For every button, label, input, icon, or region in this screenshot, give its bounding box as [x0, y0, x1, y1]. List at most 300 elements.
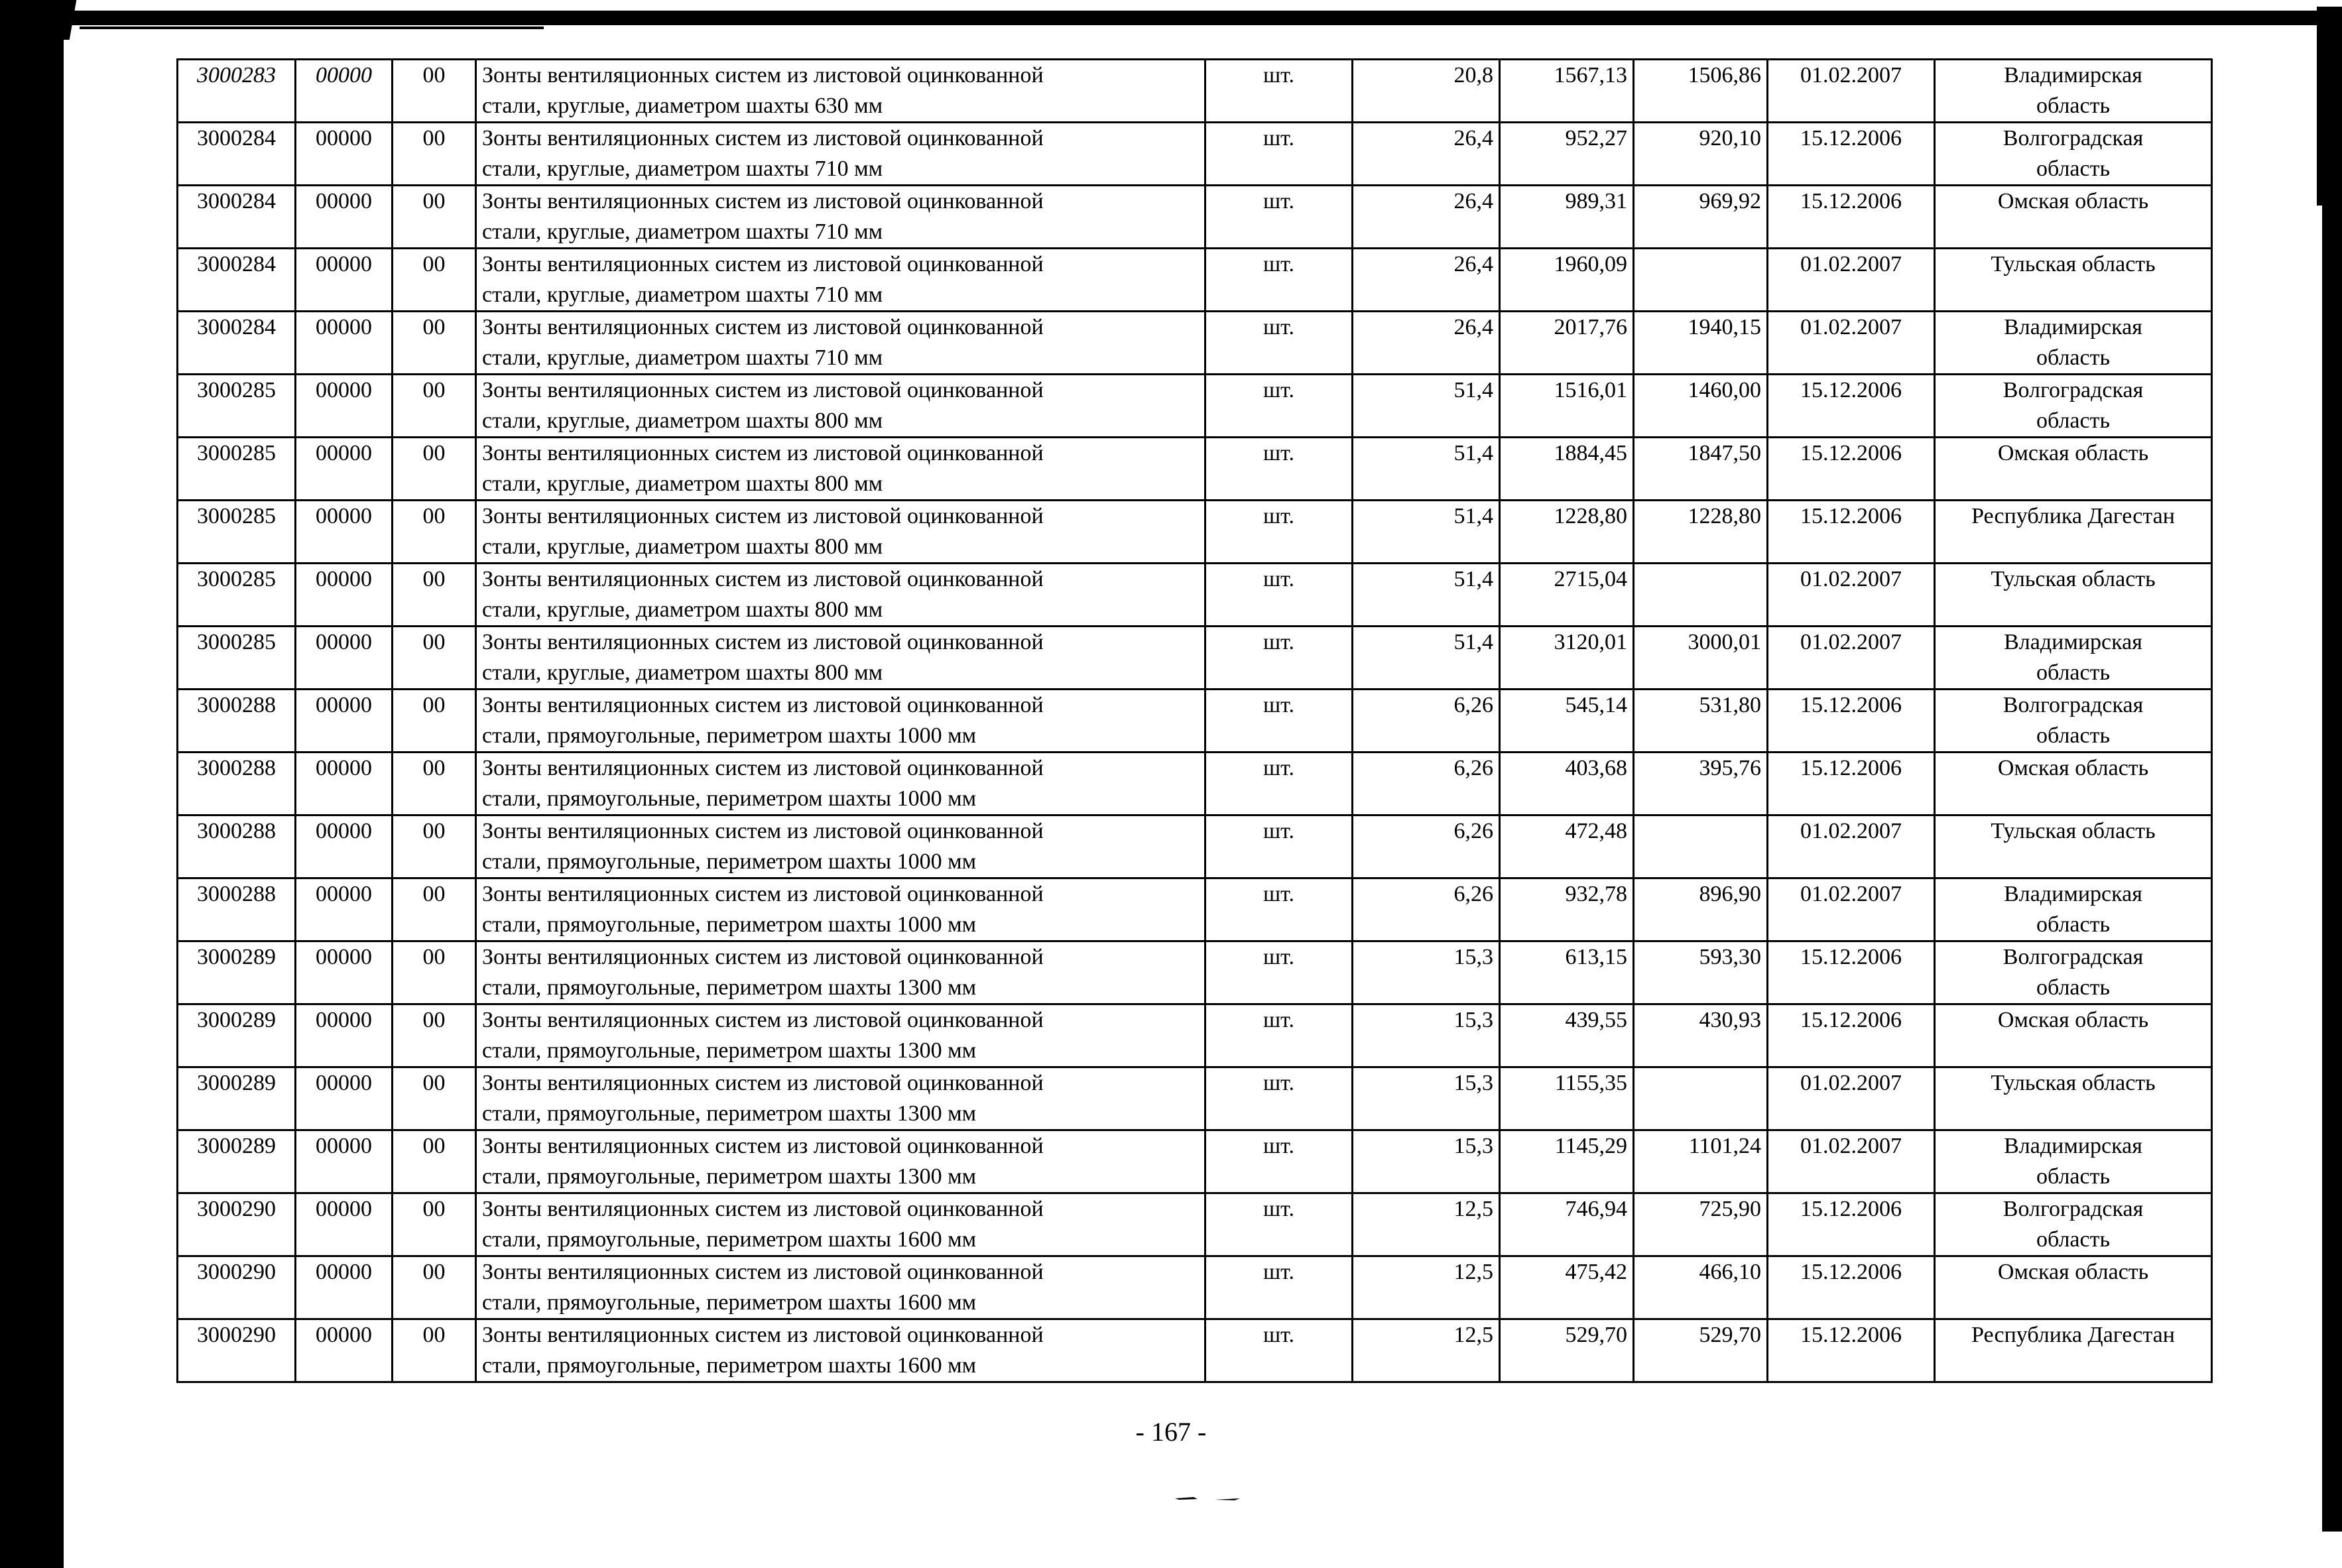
cell-code: 3000290 [178, 1256, 296, 1319]
cell-name-line: стали, прямоугольные, периметром шахты 1000 мм [482, 849, 977, 874]
cell-region-line: область [2036, 1164, 2110, 1189]
cell-price2 [1634, 564, 1768, 627]
scan-specks [1174, 1490, 1253, 1504]
cell-price1: 403,68 [1500, 753, 1634, 815]
cell-date: 15.12.2006 [1768, 941, 1935, 1004]
cell-unit: шт. [1205, 753, 1353, 815]
page-number: - 167 - [1135, 1417, 1207, 1447]
table-row [178, 312, 2212, 375]
cell-code: 3000285 [178, 375, 296, 438]
cell-name [476, 627, 1205, 690]
cell-region-line: область [2036, 93, 2110, 118]
cell-unit: шт. [1205, 123, 1353, 186]
cell-unit: шт. [1205, 1256, 1353, 1319]
cell-unit: шт. [1205, 1004, 1353, 1067]
cell-region [1935, 249, 2212, 312]
cell-price1: 1567,13 [1500, 60, 1634, 123]
cell-name-line: Зонты вентиляционных систем из листовой оцинкованной [482, 189, 1044, 213]
cell-name-line: стали, прямоугольные, периметром шахты 1300 мм [482, 1038, 977, 1063]
cell-sub2: 00 [393, 1130, 476, 1193]
table-row [178, 564, 2212, 627]
cell-region [1935, 60, 2212, 123]
cell-code: 3000290 [178, 1193, 296, 1256]
cell-region-line: область [2036, 408, 2110, 433]
cell-region-line: Волгоградская [2003, 126, 2144, 151]
cell-sub: 00000 [296, 60, 393, 123]
cell-name [476, 186, 1205, 249]
cell-unit: шт. [1205, 564, 1353, 627]
cell-date: 15.12.2006 [1768, 1193, 1935, 1256]
cell-sub: 00000 [296, 123, 393, 186]
cell-code: 3000285 [178, 501, 296, 564]
cell-unit: шт. [1205, 878, 1353, 941]
cell-date: 01.02.2007 [1768, 1067, 1935, 1130]
cell-date: 15.12.2006 [1768, 438, 1935, 501]
cell-price1: 439,55 [1500, 1004, 1634, 1067]
cell-weight: 51,4 [1353, 627, 1500, 690]
cell-sub: 00000 [296, 690, 393, 753]
cell-name-line: Зонты вентиляционных систем из листовой оцинкованной [482, 1323, 1044, 1347]
cell-region [1935, 501, 2212, 564]
cell-name [476, 1004, 1205, 1067]
cell-region-line: область [2036, 156, 2110, 181]
cell-name [476, 941, 1205, 1004]
scan-border-top-thin [80, 27, 544, 29]
cell-sub2: 00 [393, 753, 476, 815]
cell-code: 3000288 [178, 878, 296, 941]
cell-date: 15.12.2006 [1768, 123, 1935, 186]
cell-name [476, 1256, 1205, 1319]
cell-name-line: стали, круглые, диаметром шахты 800 мм [482, 534, 883, 559]
cell-price1: 1145,29 [1500, 1130, 1634, 1193]
cell-sub: 00000 [296, 312, 393, 375]
cell-region-line: Тульская область [1991, 252, 2156, 276]
table-row [178, 753, 2212, 815]
cell-unit: шт. [1205, 438, 1353, 501]
cell-code: 3000290 [178, 1319, 296, 1382]
cell-weight: 51,4 [1353, 564, 1500, 627]
cell-sub: 00000 [296, 1067, 393, 1130]
cell-weight: 6,26 [1353, 878, 1500, 941]
cell-price1: 1155,35 [1500, 1067, 1634, 1130]
cell-name-line: стали, прямоугольные, периметром шахты 1000 мм [482, 912, 977, 937]
cell-code: 3000285 [178, 438, 296, 501]
table-row [178, 941, 2212, 1004]
cell-region-line: область [2036, 1227, 2110, 1252]
cell-weight: 51,4 [1353, 375, 1500, 438]
cell-weight: 15,3 [1353, 941, 1500, 1004]
cell-price2: 920,10 [1634, 123, 1768, 186]
cell-price1: 932,78 [1500, 878, 1634, 941]
cell-price2 [1634, 815, 1768, 878]
table-row [178, 123, 2212, 186]
cell-date: 15.12.2006 [1768, 186, 1935, 249]
cell-unit: шт. [1205, 815, 1353, 878]
cell-name-line: Зонты вентиляционных систем из листовой оцинкованной [482, 378, 1044, 402]
cell-region [1935, 627, 2212, 690]
cell-name [476, 312, 1205, 375]
cell-date: 01.02.2007 [1768, 878, 1935, 941]
cell-sub: 00000 [296, 1004, 393, 1067]
cell-region-line: область [2036, 723, 2110, 748]
cell-region [1935, 312, 2212, 375]
cell-sub: 00000 [296, 564, 393, 627]
cell-region [1935, 878, 2212, 941]
cell-unit: шт. [1205, 501, 1353, 564]
cell-name-line: стали, круглые, диаметром шахты 710 мм [482, 219, 883, 244]
cell-name [476, 438, 1205, 501]
cell-region-line: область [2036, 345, 2110, 370]
cell-region-line: Тульская область [1991, 1071, 2156, 1095]
table-row [178, 1130, 2212, 1193]
cell-name [476, 753, 1205, 815]
cell-name-line: стали, прямоугольные, периметром шахты 1000 мм [482, 786, 977, 811]
cell-unit: шт. [1205, 1319, 1353, 1382]
cell-date: 01.02.2007 [1768, 312, 1935, 375]
cell-date: 01.02.2007 [1768, 1130, 1935, 1193]
cell-region-line: Омская область [1997, 756, 2149, 780]
cell-name-line: стали, круглые, диаметром шахты 710 мм [482, 345, 883, 370]
cell-price1: 3120,01 [1500, 627, 1634, 690]
cell-code: 3000289 [178, 1004, 296, 1067]
cell-code: 3000284 [178, 123, 296, 186]
cell-sub2: 00 [393, 1319, 476, 1382]
cell-name-line: Зонты вентиляционных систем из листовой оцинкованной [482, 63, 1044, 88]
cell-region-line: Волгоградская [2003, 693, 2144, 717]
cell-region [1935, 690, 2212, 753]
cell-sub2: 00 [393, 1004, 476, 1067]
cell-region-line: Омская область [1997, 1008, 2149, 1032]
cell-sub: 00000 [296, 501, 393, 564]
cell-name-line: Зонты вентиляционных систем из листовой оцинкованной [482, 630, 1044, 654]
cell-weight: 26,4 [1353, 249, 1500, 312]
cell-price2 [1634, 1067, 1768, 1130]
cell-price1: 472,48 [1500, 815, 1634, 878]
cell-date: 15.12.2006 [1768, 1004, 1935, 1067]
cell-price1: 1960,09 [1500, 249, 1634, 312]
scan-border-left [0, 0, 64, 1568]
cell-code: 3000284 [178, 312, 296, 375]
cell-sub2: 00 [393, 1193, 476, 1256]
cell-sub2: 00 [393, 375, 476, 438]
cell-date: 15.12.2006 [1768, 1256, 1935, 1319]
table-row [178, 249, 2212, 312]
cell-price2: 969,92 [1634, 186, 1768, 249]
table-row [178, 1067, 2212, 1130]
cell-name-line: стали, прямоугольные, периметром шахты 1600 мм [482, 1227, 977, 1252]
cell-region-line: Омская область [1997, 441, 2149, 465]
cell-sub2: 00 [393, 501, 476, 564]
cell-name-line: стали, круглые, диаметром шахты 630 мм [482, 93, 883, 118]
cell-date: 15.12.2006 [1768, 375, 1935, 438]
cell-name-line: стали, прямоугольные, периметром шахты 1300 мм [482, 1101, 977, 1126]
cell-region-line: Тульская область [1991, 567, 2156, 591]
table-row [178, 60, 2212, 123]
cell-name [476, 501, 1205, 564]
cell-region-line: область [2036, 975, 2110, 1000]
cell-price2: 531,80 [1634, 690, 1768, 753]
cell-name [476, 1319, 1205, 1382]
cell-sub: 00000 [296, 627, 393, 690]
cell-sub: 00000 [296, 941, 393, 1004]
cell-weight: 12,5 [1353, 1193, 1500, 1256]
cell-weight: 51,4 [1353, 501, 1500, 564]
cell-price1: 475,42 [1500, 1256, 1634, 1319]
cell-region-line: Владимирская [2004, 1134, 2142, 1158]
cell-sub2: 00 [393, 627, 476, 690]
cell-name-line: стали, круглые, диаметром шахты 800 мм [482, 660, 883, 685]
scan-border-right [2322, 7, 2342, 1532]
cell-name [476, 815, 1205, 878]
cell-region-line: Владимирская [2004, 315, 2142, 339]
cell-name [476, 249, 1205, 312]
cell-sub: 00000 [296, 1193, 393, 1256]
cell-weight: 26,4 [1353, 123, 1500, 186]
scan-border-top [64, 11, 2318, 25]
cell-region [1935, 438, 2212, 501]
cell-weight: 26,4 [1353, 312, 1500, 375]
cell-price1: 545,14 [1500, 690, 1634, 753]
table-row [178, 375, 2212, 438]
table-row [178, 690, 2212, 753]
cell-weight: 12,5 [1353, 1319, 1500, 1382]
cell-name-line: Зонты вентиляционных систем из листовой оцинкованной [482, 945, 1044, 969]
cell-price2: 725,90 [1634, 1193, 1768, 1256]
cell-code: 3000284 [178, 249, 296, 312]
cell-weight: 15,3 [1353, 1130, 1500, 1193]
cell-weight: 12,5 [1353, 1256, 1500, 1319]
cell-weight: 15,3 [1353, 1067, 1500, 1130]
cell-name-line: стали, круглые, диаметром шахты 800 мм [482, 408, 883, 433]
cell-name-line: стали, прямоугольные, периметром шахты 1300 мм [482, 1164, 977, 1189]
cell-price2 [1634, 249, 1768, 312]
cell-name-line: Зонты вентиляционных систем из листовой оцинкованной [482, 1197, 1044, 1221]
cell-date: 01.02.2007 [1768, 627, 1935, 690]
cell-name-line: Зонты вентиляционных систем из листовой оцинкованной [482, 693, 1044, 717]
cell-sub2: 00 [393, 249, 476, 312]
cell-sub: 00000 [296, 375, 393, 438]
cell-sub2: 00 [393, 312, 476, 375]
price-table [176, 58, 2213, 1383]
table-row [178, 186, 2212, 249]
cell-price2: 466,10 [1634, 1256, 1768, 1319]
table-row [178, 501, 2212, 564]
cell-region-line: Республика Дагестан [1971, 1323, 2175, 1347]
cell-code: 3000288 [178, 753, 296, 815]
cell-name-line: Зонты вентиляционных систем из листовой оцинкованной [482, 756, 1044, 780]
cell-region [1935, 564, 2212, 627]
cell-sub2: 00 [393, 1256, 476, 1319]
cell-price2: 3000,01 [1634, 627, 1768, 690]
cell-code: 3000289 [178, 1130, 296, 1193]
cell-weight: 51,4 [1353, 438, 1500, 501]
cell-region-line: Омская область [1997, 1260, 2149, 1284]
cell-price2: 896,90 [1634, 878, 1768, 941]
cell-price1: 989,31 [1500, 186, 1634, 249]
cell-name [476, 564, 1205, 627]
table-row [178, 1004, 2212, 1067]
cell-sub: 00000 [296, 249, 393, 312]
cell-sub2: 00 [393, 60, 476, 123]
cell-region [1935, 1319, 2212, 1382]
table-row [178, 815, 2212, 878]
cell-name [476, 375, 1205, 438]
cell-unit: шт. [1205, 1067, 1353, 1130]
cell-region-line: Омская область [1997, 189, 2149, 213]
cell-name-line: Зонты вентиляционных систем из листовой оцинкованной [482, 441, 1044, 465]
cell-sub: 00000 [296, 815, 393, 878]
cell-sub2: 00 [393, 564, 476, 627]
cell-region [1935, 1067, 2212, 1130]
cell-unit: шт. [1205, 249, 1353, 312]
cell-date: 15.12.2006 [1768, 690, 1935, 753]
cell-weight: 15,3 [1353, 1004, 1500, 1067]
cell-price1: 952,27 [1500, 123, 1634, 186]
cell-weight: 20,8 [1353, 60, 1500, 123]
cell-weight: 6,26 [1353, 753, 1500, 815]
cell-name-line: стали, круглые, диаметром шахты 710 мм [482, 282, 883, 307]
cell-region [1935, 1130, 2212, 1193]
cell-region-line: Волгоградская [2003, 1197, 2144, 1221]
cell-unit: шт. [1205, 375, 1353, 438]
cell-name [476, 1067, 1205, 1130]
cell-name-line: стали, прямоугольные, периметром шахты 1600 мм [482, 1290, 977, 1315]
cell-name-line: Зонты вентиляционных систем из листовой оцинкованной [482, 315, 1044, 339]
table-body [178, 60, 2212, 1382]
cell-name [476, 60, 1205, 123]
cell-date: 01.02.2007 [1768, 815, 1935, 878]
cell-region [1935, 1004, 2212, 1067]
cell-price1: 746,94 [1500, 1193, 1634, 1256]
cell-price2: 529,70 [1634, 1319, 1768, 1382]
cell-name [476, 1130, 1205, 1193]
table-row [178, 438, 2212, 501]
cell-sub2: 00 [393, 123, 476, 186]
cell-sub2: 00 [393, 815, 476, 878]
cell-region [1935, 1193, 2212, 1256]
cell-unit: шт. [1205, 690, 1353, 753]
cell-sub: 00000 [296, 1256, 393, 1319]
cell-sub2: 00 [393, 941, 476, 1004]
cell-unit: шт. [1205, 312, 1353, 375]
cell-region-line: Владимирская [2004, 882, 2142, 906]
cell-price1: 2715,04 [1500, 564, 1634, 627]
cell-code: 3000288 [178, 690, 296, 753]
cell-name-line: Зонты вентиляционных систем из листовой оцинкованной [482, 1260, 1044, 1284]
cell-code: 3000289 [178, 1067, 296, 1130]
cell-date: 01.02.2007 [1768, 60, 1935, 123]
cell-price1: 613,15 [1500, 941, 1634, 1004]
scan-border-right-edge [2317, 7, 2322, 206]
cell-unit: шт. [1205, 1193, 1353, 1256]
cell-date: 01.02.2007 [1768, 564, 1935, 627]
cell-name-line: стали, круглые, диаметром шахты 710 мм [482, 156, 883, 181]
cell-name [476, 690, 1205, 753]
cell-unit: шт. [1205, 186, 1353, 249]
cell-sub2: 00 [393, 1067, 476, 1130]
cell-region [1935, 941, 2212, 1004]
cell-region-line: Республика Дагестан [1971, 504, 2175, 528]
cell-sub2: 00 [393, 878, 476, 941]
cell-name-line: стали, круглые, диаметром шахты 800 мм [482, 471, 883, 496]
cell-unit: шт. [1205, 941, 1353, 1004]
cell-price2: 593,30 [1634, 941, 1768, 1004]
cell-region [1935, 375, 2212, 438]
cell-region-line: область [2036, 912, 2110, 937]
cell-name-line: Зонты вентиляционных систем из листовой оцинкованной [482, 1134, 1044, 1158]
cell-sub2: 00 [393, 690, 476, 753]
cell-price2: 395,76 [1634, 753, 1768, 815]
cell-region-line: Тульская область [1991, 819, 2156, 843]
cell-sub2: 00 [393, 438, 476, 501]
cell-sub: 00000 [296, 438, 393, 501]
cell-region-line: Владимирская [2004, 630, 2142, 654]
cell-name [476, 878, 1205, 941]
cell-code: 3000283 [178, 60, 296, 123]
cell-region-line: область [2036, 660, 2110, 685]
cell-name-line: стали, круглые, диаметром шахты 800 мм [482, 597, 883, 622]
cell-price2: 1460,00 [1634, 375, 1768, 438]
cell-date: 15.12.2006 [1768, 501, 1935, 564]
cell-date: 15.12.2006 [1768, 753, 1935, 815]
cell-name-line: стали, прямоугольные, периметром шахты 1000 мм [482, 723, 977, 748]
cell-price2: 430,93 [1634, 1004, 1768, 1067]
cell-region [1935, 123, 2212, 186]
cell-name-line: Зонты вентиляционных систем из листовой оцинкованной [482, 1008, 1044, 1032]
cell-sub2: 00 [393, 186, 476, 249]
cell-code: 3000289 [178, 941, 296, 1004]
cell-unit: шт. [1205, 627, 1353, 690]
cell-weight: 26,4 [1353, 186, 1500, 249]
cell-name-line: стали, прямоугольные, периметром шахты 1300 мм [482, 975, 977, 1000]
cell-name-line: Зонты вентиляционных систем из листовой оцинкованной [482, 567, 1044, 591]
cell-price1: 2017,76 [1500, 312, 1634, 375]
cell-code: 3000284 [178, 186, 296, 249]
cell-unit: шт. [1205, 60, 1353, 123]
cell-price2: 1506,86 [1634, 60, 1768, 123]
cell-name-line: Зонты вентиляционных систем из листовой оцинкованной [482, 819, 1044, 843]
cell-region [1935, 815, 2212, 878]
cell-unit: шт. [1205, 1130, 1353, 1193]
table-row [178, 878, 2212, 941]
cell-date: 15.12.2006 [1768, 1319, 1935, 1382]
cell-code: 3000285 [178, 564, 296, 627]
cell-name-line: стали, прямоугольные, периметром шахты 1600 мм [482, 1353, 977, 1378]
cell-name-line: Зонты вентиляционных систем из листовой оцинкованной [482, 252, 1044, 276]
cell-price1: 1516,01 [1500, 375, 1634, 438]
cell-price2: 1940,15 [1634, 312, 1768, 375]
cell-name-line: Зонты вентиляционных систем из листовой оцинкованной [482, 126, 1044, 151]
cell-price2: 1847,50 [1634, 438, 1768, 501]
table-row [178, 1256, 2212, 1319]
table-row [178, 1319, 2212, 1382]
cell-weight: 6,26 [1353, 815, 1500, 878]
cell-price1: 529,70 [1500, 1319, 1634, 1382]
cell-sub: 00000 [296, 1319, 393, 1382]
cell-sub: 00000 [296, 186, 393, 249]
cell-name [476, 123, 1205, 186]
cell-code: 3000285 [178, 627, 296, 690]
cell-name-line: Зонты вентиляционных систем из листовой оцинкованной [482, 1071, 1044, 1095]
cell-region-line: Волгоградская [2003, 378, 2144, 402]
cell-code: 3000288 [178, 815, 296, 878]
cell-region [1935, 753, 2212, 815]
table-row [178, 627, 2212, 690]
cell-name-line: Зонты вентиляционных систем из листовой оцинкованной [482, 504, 1044, 528]
cell-sub: 00000 [296, 1130, 393, 1193]
cell-weight: 6,26 [1353, 690, 1500, 753]
cell-region-line: Владимирская [2004, 63, 2142, 88]
